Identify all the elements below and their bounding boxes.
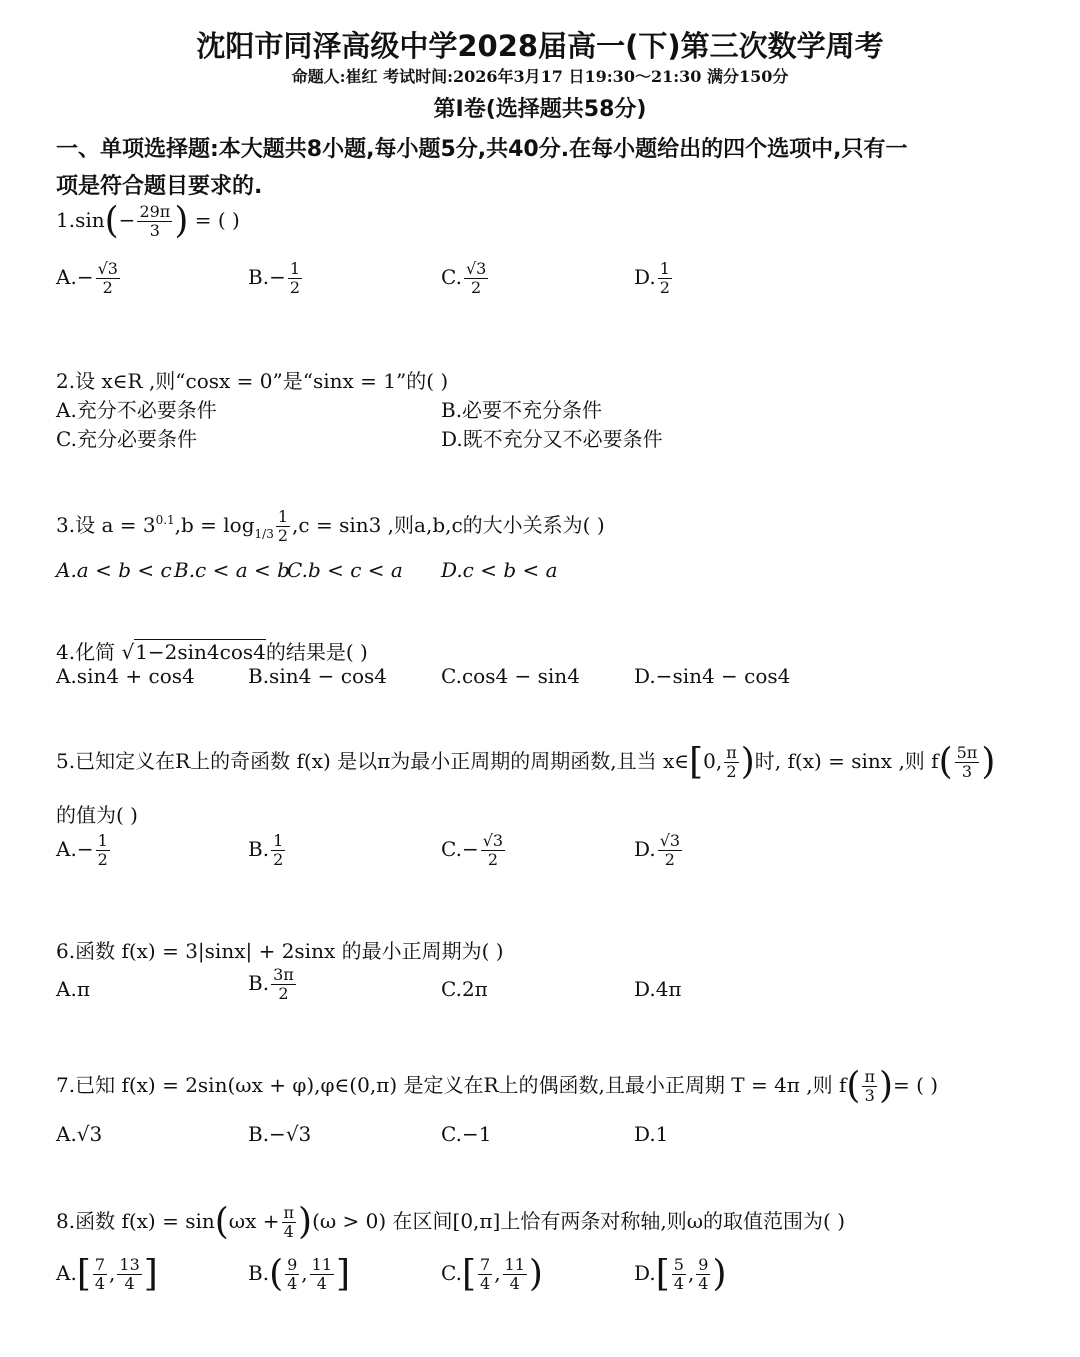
question-6-stem: 6.函数 f(x) = 3|sinx| + 2sinx 的最小正周期为( ) [56,939,504,963]
question-5-stem: 5.已知定义在R上的奇函数 f(x) 是以π为最小正周期的周期函数,且当 x∈[0, $\frac{\pi}{2}$ )时, f(x) = sinx ,则 f( $\frac{5\pi}{3}$ ) [56,741,996,783]
q7-option-b: B.−√3 [248,1122,312,1146]
question-4-stem: 4.化简 √1−2sin4cos4的结果是( ) [56,640,368,664]
q6-option-c: C.2π [441,977,488,1001]
q5-option-a: A.− $\frac{1}{2}$ [56,831,108,869]
section-line-1: 一、单项选择题:本大题共8小题,每小题5分,共40分.在每小题给出的四个选项中,只有一 [56,137,908,162]
question-7-stem: 7.已知 f(x) = 2sin(ωx + φ),φ∈(0,π) 是定义在R上的偶函数,且最小正周期 T = 4π ,则 f( $\frac{\pi}{3}$ )= ( ) [56,1065,939,1107]
question-5-stem-line2: 的值为( ) [56,803,138,827]
section-instructions [56,131,1036,205]
question-1-stem: 1.sin(− $\frac{29\pi}{3}$ ) = ( ) [56,200,240,242]
q4-option-c: C.cos4 − sin4 [441,664,580,688]
q7-option-c: C.−1 [441,1122,492,1146]
q2-option-b: B.必要不充分条件 [441,398,603,422]
q3-option-b: B.c < a < b [174,558,290,582]
q3-option-c: C.b < c < a [287,558,403,582]
q1-option-c: C. $\frac{√3}{2}$ [441,259,487,297]
q5-option-b: B. $\frac{1}{2}$ [248,831,284,869]
q8-option-a: A.[ $\frac{7}{4}$ , $\frac{13}{4}$ ] [56,1253,158,1295]
part-heading: 第Ⅰ卷(选择题共58分) [433,97,647,122]
q4-option-a: A.sin4 + cos4 [56,664,195,688]
section-line-2: 项是符合题目要求的. [56,174,263,199]
q4-option-b: B.sin4 − cos4 [248,664,388,688]
q1-option-b: B.− $\frac{1}{2}$ [248,259,301,297]
q6-option-d: D.4π [634,977,682,1001]
q5-option-d: D. $\frac{√3}{2}$ [634,831,681,869]
q5-option-c: C.− $\frac{√3}{2}$ [441,831,504,869]
question-2-stem: 2.设 x∈R ,则“cosx = 0”是“sinx = 1”的( ) [56,369,449,393]
q7-option-d: D.1 [634,1122,669,1146]
exam-subtitle: 命题人:崔红 考试时间:2026年3月17 日19:30～21:30 满分150分 [291,67,789,86]
q1-option-d: D. $\frac{1}{2}$ [634,259,670,297]
question-3-stem: 3.设 $a = 3^{0.1},b = \log_{1/3}$ $\frac{1}{2}$ ,c = sin3 ,则a,b,c的大小关系为( ) [56,507,605,545]
q4-option-d: D.−sin4 − cos4 [634,664,791,688]
q2-option-a: A.充分不必要条件 [56,398,217,422]
exam-title: 沈阳市同泽高级中学2028届高一(下)第三次数学周考 [196,29,884,63]
q3-option-d: D.c < b < a [441,558,558,582]
q8-option-d: D.[ $\frac{5}{4}$ , $\frac{9}{4}$ ) [634,1253,727,1295]
q6-option-b: B. $\frac{3\pi}{2}$ [248,965,294,1003]
q8-option-c: C.[ $\frac{7}{4}$ , $\frac{11}{4}$ ) [441,1253,543,1295]
q1-option-a: A.− $\frac{√3}{2}$ [56,259,118,297]
question-8-stem: 8.函数 f(x) = sin(ωx + $\frac{\pi}{4}$ )(ω > 0) 在区间[0,π]上恰有两条对称轴,则ω的取值范围为( ) [56,1201,845,1243]
q1-fraction: $\frac{29\pi}{3}$ [139,202,171,240]
q8-option-b: B.( $\frac{9}{4}$ , $\frac{11}{4}$ ] [248,1253,351,1295]
q6-option-a: A.π [56,977,90,1001]
q3-option-a: A.a < b < c [56,558,172,582]
q7-option-a: A.√3 [56,1122,103,1146]
q2-option-d: D.既不充分又不必要条件 [441,427,663,451]
q2-option-c: C.充分必要条件 [56,427,197,451]
